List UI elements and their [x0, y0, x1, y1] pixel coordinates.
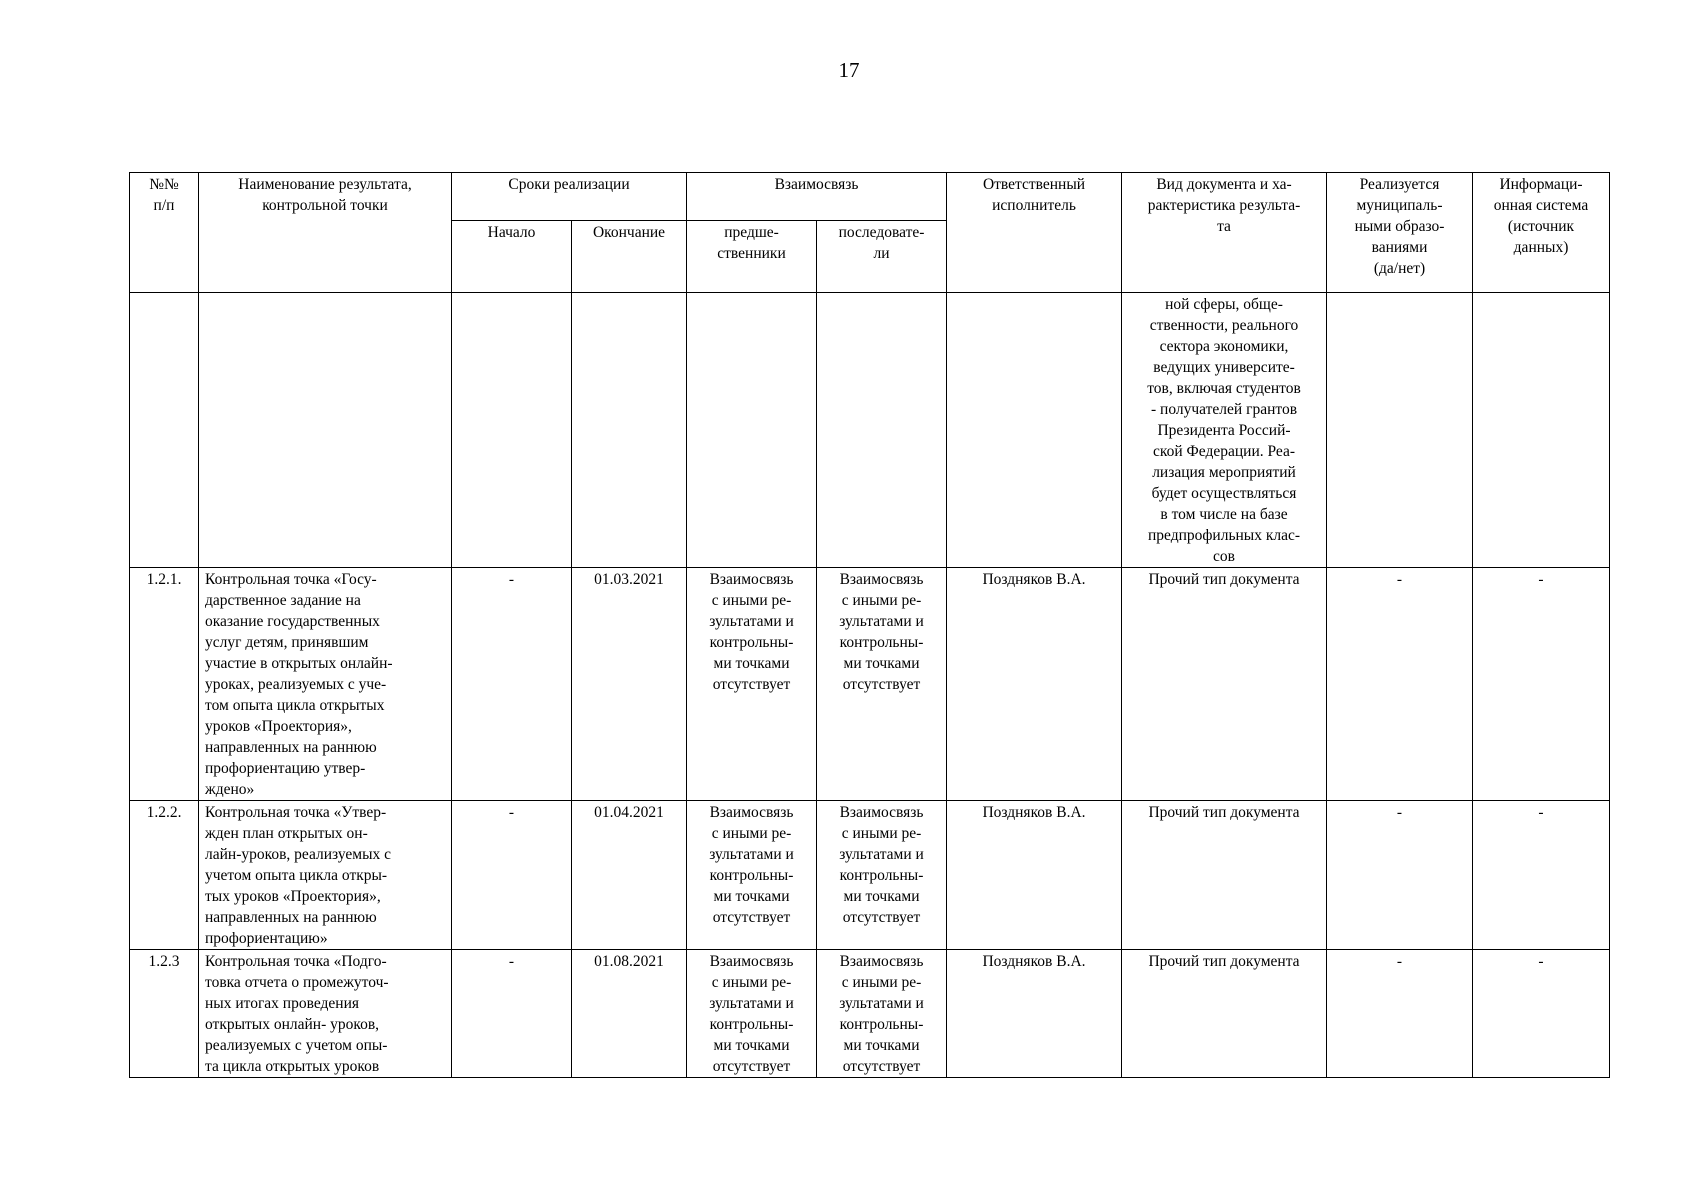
cell-end: 01.03.2021	[572, 568, 687, 801]
header-doc-type: Вид документа и ха- рактеристика результа- та	[1122, 173, 1327, 293]
cell-info-system: -	[1473, 568, 1610, 801]
cell-responsible: Поздняков В.А.	[947, 801, 1122, 950]
header-predecessors: предше- ственники	[687, 221, 817, 293]
cell-successors: Взаимосвязь с иными ре- зультатами и контрольны- ми точками отсутствует	[817, 568, 947, 801]
cell-name: Контрольная точка «Подго- товка отчета о промежуточ- ных итогах проведения открытых онлайн- уроков, реализуемых с учетом опы- та цикла открытых уроков	[199, 950, 452, 1078]
table-row	[130, 293, 1610, 568]
cell-responsible: Поздняков В.А.	[947, 950, 1122, 1078]
header-name: Наименование результата, контрольной точки	[199, 173, 452, 293]
table-row	[130, 801, 1610, 950]
table-row	[130, 568, 1610, 801]
cell-successors: Взаимосвязь с иными ре- зультатами и контрольны- ми точками отсутствует	[817, 950, 947, 1078]
cell-municipal: -	[1327, 950, 1473, 1078]
cell-municipal	[1327, 293, 1473, 568]
header-num: №№ п/п	[130, 173, 199, 293]
cell-num	[130, 293, 199, 568]
cell-info-system: -	[1473, 950, 1610, 1078]
header-responsible: Ответственный исполнитель	[947, 173, 1122, 293]
cell-info-system	[1473, 293, 1610, 568]
header-deadlines: Сроки реализации	[452, 173, 687, 221]
cell-municipal: -	[1327, 568, 1473, 801]
cell-predecessors: Взаимосвязь с иными ре- зультатами и контрольны- ми точками отсутствует	[687, 568, 817, 801]
cell-num: 1.2.1.	[130, 568, 199, 801]
cell-municipal: -	[1327, 801, 1473, 950]
cell-name	[199, 293, 452, 568]
cell-predecessors	[687, 293, 817, 568]
cell-info-system: -	[1473, 801, 1610, 950]
cell-doc-type: Прочий тип документа	[1122, 950, 1327, 1078]
cell-start: -	[452, 568, 572, 801]
cell-num: 1.2.3	[130, 950, 199, 1078]
header-end: Окончание	[572, 221, 687, 293]
results-table	[129, 172, 1610, 1078]
cell-start	[452, 293, 572, 568]
header-successors: последовате- ли	[817, 221, 947, 293]
cell-end	[572, 293, 687, 568]
cell-start: -	[452, 950, 572, 1078]
cell-successors	[817, 293, 947, 568]
cell-responsible: Поздняков В.А.	[947, 568, 1122, 801]
header-info-system: Информаци- онная система (источник данных)	[1473, 173, 1610, 293]
cell-name: Контрольная точка «Госу- дарственное задание на оказание государственных услуг детям, принявшим участие в открытых онлайн- уроках, реализуемых с уче- том опыта цикла открытых уроков «Проектория», направленных на раннюю профориентацию утвер- ждено»	[199, 568, 452, 801]
cell-doc-type: ной сферы, обще- ственности, реального сектора экономики, ведущих университе- тов, включая студентов - получателей грантов Президента Россий- ской Федерации. Реа- лизация мероприятий будет осуществляться в том числе на базе предпрофильных клас- сов	[1122, 293, 1327, 568]
cell-responsible	[947, 293, 1122, 568]
cell-start: -	[452, 801, 572, 950]
cell-predecessors: Взаимосвязь с иными ре- зультатами и контрольны- ми точками отсутствует	[687, 801, 817, 950]
header-municipal: Реализуется муниципаль- ными образо- ваниями (да/нет)	[1327, 173, 1473, 293]
cell-doc-type: Прочий тип документа	[1122, 801, 1327, 950]
cell-name: Контрольная точка «Утвер- жден план открытых он- лайн-уроков, реализуемых с учетом опыта цикла откры- тых уроков «Проектория», направленных на раннюю профориентацию»	[199, 801, 452, 950]
header-relation: Взаимосвязь	[687, 173, 947, 221]
page-number: 17	[838, 58, 860, 82]
cell-num: 1.2.2.	[130, 801, 199, 950]
cell-end: 01.08.2021	[572, 950, 687, 1078]
cell-predecessors: Взаимосвязь с иными ре- зультатами и контрольны- ми точками отсутствует	[687, 950, 817, 1078]
cell-successors: Взаимосвязь с иными ре- зультатами и контрольны- ми точками отсутствует	[817, 801, 947, 950]
table-row	[130, 950, 1610, 1078]
header-start: Начало	[452, 221, 572, 293]
cell-doc-type: Прочий тип документа	[1122, 568, 1327, 801]
cell-end: 01.04.2021	[572, 801, 687, 950]
